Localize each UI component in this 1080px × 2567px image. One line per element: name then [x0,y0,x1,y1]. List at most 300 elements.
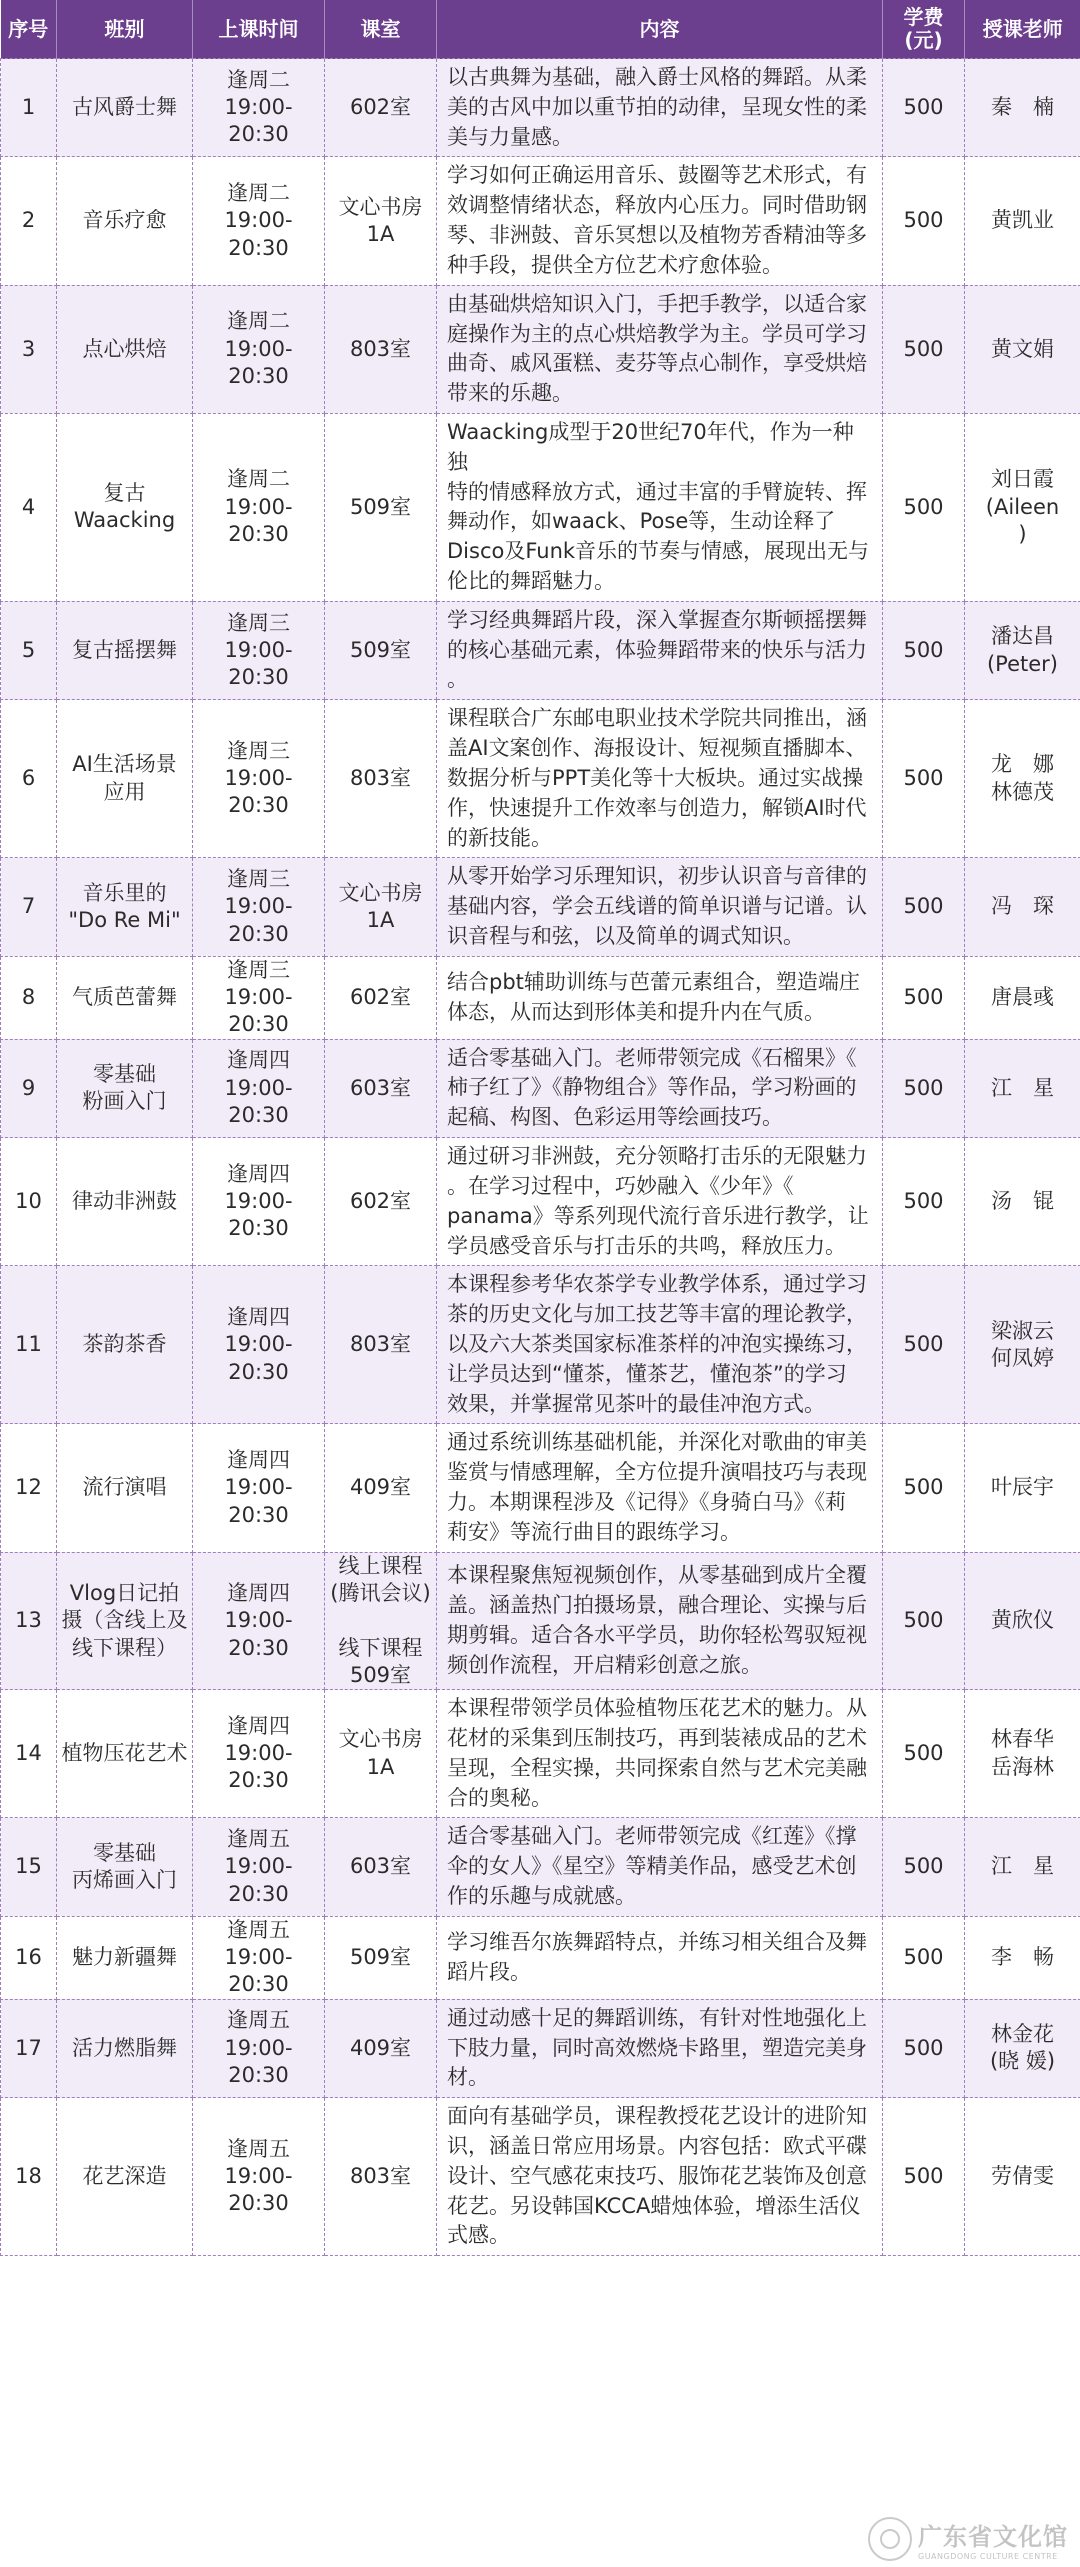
table-row [1,413,1080,601]
header-label: 授课老师 [982,16,1063,41]
content-text: 美的古风中加以重节拍的动律，呈现女性的柔 [447,94,867,119]
time-text: 19:00-20:30 [224,494,293,547]
header-label: 班别 [104,16,145,41]
time-text: 19:00-20:30 [224,1741,293,1793]
content-text: 从零开始学习乐理知识，初步认识音与音律的 [447,864,867,889]
content-text: panama》等系列现代流行音乐进行教学，让 [447,1203,869,1228]
table-row [1,956,1080,1039]
room-cell [325,1424,437,1552]
number-text: 16 [15,1945,42,1970]
content-text: 面向有基础学员，课程教授花艺设计的进阶知 [447,2104,867,2129]
content-text: 花材的采集到压制技巧，再到装裱成品的艺术 [447,1725,867,1750]
time-cell [193,601,325,699]
time-cell [193,59,325,157]
class-name-text: 零基础 [93,1062,156,1087]
content-cell [437,1424,883,1552]
teacher-cell [965,1916,1080,1999]
room-text: 603室 [349,1854,412,1879]
teacher-text: 潘达昌 [991,624,1054,649]
teacher-cell [965,285,1080,413]
teacher-text: 黄文娟 [991,336,1054,361]
room-cell [325,1916,437,1999]
time-cell [193,2098,325,2256]
time-text: 19:00-20:30 [224,1189,293,1241]
fee-text: 500 [903,336,944,361]
time-text: 逢周三 [227,957,290,982]
time-text: 19:00-20:30 [224,1475,293,1527]
content-cell [437,1999,883,2097]
table-row [1,1424,1080,1552]
content-text: 鉴赏与情感理解，全方位提升演唱技巧与表现 [447,1460,867,1485]
content-text: Disco及Funk音乐的节奏与情感，展现出无与 [447,539,870,564]
watermark-en: GUANGDONG CULTURE CENTRE [918,2552,1058,2561]
table-row [1,700,1080,858]
teacher-text: 林金花 [991,2022,1054,2047]
time-text: 逢周五 [227,2136,290,2161]
class-name-text: 点心烘焙 [82,336,167,361]
content-text: 。 [447,667,468,692]
number-text: 6 [21,766,36,791]
content-text: 曲奇、戚风蛋糕、麦芬等点心制作，享受烘焙 [447,351,867,376]
room-text: 文心书房 [338,1727,423,1752]
time-text: 19:00-20:30 [224,1945,293,1997]
class-name-cell [57,956,193,1039]
room-text: 602室 [349,985,412,1010]
content-text: 通过研习非洲鼓，充分领略打击乐的无限魅力 [447,1144,867,1169]
fee-text: 500 [903,1945,944,1970]
fee-text: 500 [903,1189,944,1214]
content-text: 作，快速提升工作效率与创造力，解锁AI时代 [447,795,867,820]
number-cell [1,413,57,601]
number-text: 1 [21,95,36,120]
teacher-cell [965,2098,1080,2256]
teacher-cell [965,1818,1080,1916]
content-text: 期剪辑。适合各水平学员，助你轻松驾驭短视 [447,1622,867,1647]
teacher-text: 秦 楠 [991,95,1054,120]
table-row [1,1818,1080,1916]
fee-cell [883,601,965,699]
fee-cell [883,1999,965,2097]
content-text: 琴、非洲鼓、音乐冥想以及植物芳香精油等多 [447,223,867,248]
header-label: (元) [904,28,943,52]
class-name-cell [57,157,193,285]
time-text: 逢周二 [227,67,290,92]
number-cell [1,285,57,413]
time-text: 逢周五 [227,2008,290,2033]
teacher-cell [965,1266,1080,1424]
teacher-cell [965,1424,1080,1552]
class-name-cell [57,2098,193,2256]
content-text: 下肢力量，同时高效燃烧卡路里，塑造完美身 [447,2035,867,2060]
class-name-cell [57,1690,193,1818]
number-text: 9 [21,1075,36,1100]
content-cell [437,1138,883,1266]
table-row [1,157,1080,285]
number-text: 4 [21,494,36,519]
room-text [329,1607,432,1634]
class-name-text: Waacking [73,508,176,533]
number-cell [1,1039,57,1137]
header-col-fee [883,0,965,59]
number-text: 14 [15,1741,42,1766]
room-text: 文心书房 [338,194,423,219]
header-row [1,0,1080,59]
fee-cell [883,1818,965,1916]
content-text: 庭操作为主的点心烘焙教学为主。学员可学习 [447,321,867,346]
content-cell [437,601,883,699]
time-text: 逢周二 [227,309,290,334]
number-cell [1,1424,57,1552]
fee-text: 500 [903,894,944,919]
content-text: 适合零基础入门。老师带领完成《红莲》《撑 [447,1824,857,1849]
number-text: 5 [21,637,36,662]
class-name-cell [57,1916,193,1999]
class-name-text: 音乐疗愈 [82,208,167,233]
room-text: 409室 [349,2035,412,2060]
time-text: 19:00-20:30 [224,637,293,690]
room-cell [325,157,437,285]
number-cell [1,59,57,157]
teacher-cell [965,1039,1080,1137]
time-text: 逢周四 [227,1448,290,1473]
content-text: 适合零基础入门。老师带领完成《石榴果》《 [447,1045,857,1070]
number-cell [1,157,57,285]
watermark-name: 广东省文化馆 [918,2523,1068,2551]
class-name-text: 花艺深造 [82,2164,167,2189]
class-name-text: 复古摇摆舞 [72,637,177,662]
content-cell [437,2098,883,2256]
time-text: 逢周二 [227,467,290,492]
fee-cell [883,2098,965,2256]
content-text: 柿子红了》《静物组合》等作品，学习粉画的 [447,1075,857,1100]
fee-cell [883,59,965,157]
room-cell [325,285,437,413]
header-col-time [193,0,325,59]
teacher-cell [965,59,1080,157]
content-cell [437,1039,883,1137]
content-text: 识音程与和弦，以及简单的调式知识。 [447,923,804,948]
table-row [1,1999,1080,2097]
time-cell [193,285,325,413]
time-text: 逢周三 [227,867,290,892]
time-text: 19:00-20:30 [224,95,293,147]
header-col-number [1,0,57,59]
number-cell [1,1818,57,1916]
number-text: 17 [15,2035,42,2060]
content-text: 特的情感释放方式，通过丰富的手臂旋转、挥 [447,479,867,504]
time-text: 逢周三 [227,610,290,635]
content-text: 花艺。另设韩国KCCA蜡烛体验，增添生活仪 [447,2193,861,2218]
class-name-text: 魅力新疆舞 [72,1945,177,1970]
time-text: 19:00-20:30 [224,894,293,946]
content-cell [437,1690,883,1818]
time-text: 19:00-20:30 [224,2164,293,2216]
room-text: 文心书房 [338,880,423,905]
room-text: 409室 [349,1475,412,1500]
fee-cell [883,700,965,858]
time-text: 逢周五 [227,1917,290,1942]
fee-cell [883,1552,965,1689]
content-text: 通过动感十足的舞蹈训练，有针对性地强化上 [447,2005,867,2030]
class-name-text: Vlog日记拍 [69,1580,180,1605]
number-text: 3 [21,336,36,361]
content-text: 伦比的舞蹈魅力。 [447,569,615,593]
header-label: 课室 [360,16,401,41]
teacher-text: 冯 琛 [991,894,1054,919]
class-name-cell [57,1424,193,1552]
time-cell [193,1818,325,1916]
class-name-cell [57,1999,193,2097]
number-cell [1,956,57,1039]
header-label: 学费 [903,5,944,29]
content-text: 通过系统训练基础机能，并深化对歌曲的审美 [447,1430,867,1455]
content-text: 识，涵盖日常应用场景。内容包括：欧式平碟 [447,2133,867,2158]
time-text: 19:00-20:30 [224,1608,293,1660]
fee-text: 500 [903,1854,944,1879]
fee-text: 500 [903,494,944,519]
content-text: 伞的女人》《星空》等精美作品，感受艺术创 [447,1854,857,1879]
time-text: 19:00-20:30 [224,985,293,1037]
content-text: 的新技能。 [447,825,552,850]
class-name-cell [57,59,193,157]
class-name-text: 音乐里的 [82,880,167,905]
content-text: 本课程聚焦短视频创作，从零基础到成片全覆 [447,1563,867,1588]
class-name-cell [57,700,193,858]
class-name-cell [57,858,193,956]
fee-cell [883,285,965,413]
number-text: 11 [15,1332,42,1357]
teacher-text: 李 畅 [991,1945,1054,1970]
time-text: 逢周四 [227,1713,290,1738]
content-text: 体态，从而达到形体美和提升内在气质。 [447,999,825,1024]
fee-text: 500 [903,1608,944,1633]
content-text: 学习如何正确运用音乐、鼓圈等艺术形式，有 [447,163,867,188]
content-text: 美与力量感。 [447,124,573,149]
content-text: 学习维吾尔族舞蹈特点，并练习相关组合及舞 [447,1929,867,1954]
class-name-cell [57,601,193,699]
number-cell [1,700,57,858]
time-cell [193,700,325,858]
fee-text: 500 [903,1741,944,1766]
content-text: 力。本期课程涉及《记得》《身骑白马》《莉 [447,1490,846,1515]
class-name-text: 律动非洲鼓 [72,1189,177,1214]
teacher-text: 刘日霞 [991,467,1054,492]
class-name-text: "Do Re Mi" [68,908,181,933]
room-text: 803室 [349,766,412,791]
fee-text: 500 [903,208,944,233]
culture-centre-logo-icon [868,2517,912,2561]
time-cell [193,1690,325,1818]
number-cell [1,1690,57,1818]
class-name-text: 气质芭蕾舞 [72,985,177,1010]
teacher-text: ) [1018,522,1027,547]
content-text: 盖AI文案创作、海报设计、短视频直播脚本、 [447,736,867,761]
number-cell [1,601,57,699]
table-row [1,1266,1080,1424]
fee-cell [883,956,965,1039]
class-name-cell [57,1138,193,1266]
content-text: 课程联合广东邮电职业技术学院共同推出，涵 [447,706,867,731]
content-text: 以古典舞为基础，融入爵士风格的舞蹈。从柔 [447,65,867,89]
content-cell [437,59,883,157]
fee-text: 500 [903,2035,944,2060]
header-label: 内容 [639,16,680,41]
content-cell [437,1552,883,1689]
header-col-class-name [57,0,193,59]
room-cell [325,413,437,601]
room-cell [325,1999,437,2097]
content-text: 本课程带领学员体验植物压花艺术的魅力。从 [447,1696,867,1721]
class-name-cell [57,1266,193,1424]
time-text: 逢周四 [227,1580,290,1605]
time-text: 19:00-20:30 [224,1854,293,1906]
table-row [1,59,1080,157]
time-cell [193,1138,325,1266]
teacher-cell [965,601,1080,699]
table-row [1,601,1080,699]
content-cell [437,858,883,956]
room-cell [325,858,437,956]
room-text: 线上课程 [338,1553,423,1578]
time-text: 19:00-20:30 [224,1332,293,1384]
class-name-text: 摄（含线上及 [61,1608,188,1633]
table-row [1,285,1080,413]
content-text: 蹈片段。 [447,1959,531,1984]
fee-text: 500 [903,766,944,791]
class-name-text: 茶韵茶香 [82,1332,167,1357]
room-text: 509室 [349,494,412,519]
content-text: 。在学习过程中，巧妙融入《少年》《 [447,1173,794,1198]
number-cell [1,2098,57,2256]
content-text: 设计、空气感花束技巧、服饰花艺装饰及创意 [447,2163,867,2188]
number-text: 13 [15,1608,42,1633]
teacher-text: 江 星 [991,1854,1054,1879]
header-label: 上课时间 [218,16,299,41]
room-cell [325,2098,437,2256]
time-text: 19:00-20:30 [224,336,293,388]
room-cell [325,1552,437,1689]
time-text: 19:00-20:30 [224,208,293,260]
content-text: 合的奥秘。 [447,1785,552,1810]
number-text: 15 [15,1854,42,1879]
room-text: (腾讯会议) [330,1580,431,1605]
fee-cell [883,413,965,601]
time-cell [193,1916,325,1999]
table-row [1,858,1080,956]
room-text: 509室 [349,1662,412,1687]
room-cell [325,956,437,1039]
table-row [1,1039,1080,1137]
time-cell [193,1266,325,1424]
content-text: 学习经典舞蹈片段，深入掌握查尔斯顿摇摆舞 [447,607,867,632]
header-label: 序号 [8,16,49,41]
room-text: 803室 [349,1332,412,1357]
number-cell [1,1999,57,2097]
content-text: 材。 [447,2065,489,2090]
room-cell [325,1039,437,1137]
room-text: 509室 [349,1945,412,1970]
content-cell [437,1266,883,1424]
time-text: 逢周五 [227,1827,290,1852]
number-cell [1,1552,57,1689]
teacher-cell [965,1999,1080,2097]
teacher-text: (Peter) [986,651,1058,676]
room-text: 1A [366,1754,395,1779]
teacher-text: 劳倩雯 [991,2164,1054,2189]
time-cell [193,858,325,956]
number-text: 7 [21,894,36,919]
content-text: 让学员达到“懂茶，懂茶艺，懂泡茶”的学习 [447,1361,847,1386]
content-text: 茶的历史文化与加工技艺等丰富的理论教学， [447,1302,867,1327]
teacher-cell [965,1690,1080,1818]
number-cell [1,858,57,956]
content-text: 的核心基础元素，体验舞蹈带来的快乐与活力 [447,637,867,662]
room-text: 602室 [349,95,412,120]
content-text: 种手段，提供全方位艺术疗愈体验。 [447,252,783,277]
fee-text: 500 [903,985,944,1010]
content-text: 以及六大茶类国家标准茶样的冲泡实操练习， [447,1331,867,1356]
class-name-cell [57,1818,193,1916]
class-name-text: 流行演唱 [82,1475,167,1500]
teacher-cell [965,157,1080,285]
class-name-cell [57,1552,193,1689]
class-name-text: 古风爵士舞 [72,95,177,120]
content-text: 作的乐趣与成就感。 [447,1884,636,1908]
room-cell [325,1138,437,1266]
room-text: 线下课程 [338,1635,423,1660]
room-text: 803室 [349,336,412,361]
teacher-text: 龙 娜 [991,752,1054,777]
teacher-text: 岳海林 [991,1754,1054,1779]
number-text: 10 [15,1189,42,1214]
room-cell [325,1818,437,1916]
content-cell [437,700,883,858]
header-col-teacher [965,0,1080,59]
teacher-text: 唐晨彧 [991,985,1054,1010]
content-cell [437,1916,883,1999]
class-name-text: 零基础 [93,1840,156,1865]
time-cell [193,956,325,1039]
fee-text: 500 [903,637,944,662]
content-cell [437,285,883,413]
content-text: 基础内容，学会五线谱的简单识谱与记谱。认 [447,894,867,919]
class-name-cell [57,285,193,413]
teacher-text: 何凤婷 [991,1345,1054,1370]
teacher-text: 林春华 [991,1727,1054,1752]
fee-text: 500 [903,1075,944,1100]
time-text: 逢周二 [227,181,290,206]
room-cell [325,1266,437,1424]
content-text: 式感。 [447,2223,510,2248]
number-text: 2 [21,208,36,233]
content-text: 效果，并掌握常见茶叶的最佳冲泡方式。 [447,1391,825,1416]
room-text: 602室 [349,1189,412,1214]
number-cell [1,1266,57,1424]
time-cell [193,1424,325,1552]
time-cell [193,413,325,601]
time-cell [193,1999,325,2097]
room-text: 803室 [349,2164,412,2189]
table-body [1,59,1080,2256]
time-cell [193,1039,325,1137]
fee-text: 500 [903,1475,944,1500]
content-cell [437,413,883,601]
table-row [1,1552,1080,1689]
fee-cell [883,1138,965,1266]
content-text: Waacking成型于20世纪70年代，作为一种独 [447,419,854,474]
room-cell [325,700,437,858]
content-text: 盖。涵盖热门拍摄场景，融合理论、实操与后 [447,1593,867,1618]
